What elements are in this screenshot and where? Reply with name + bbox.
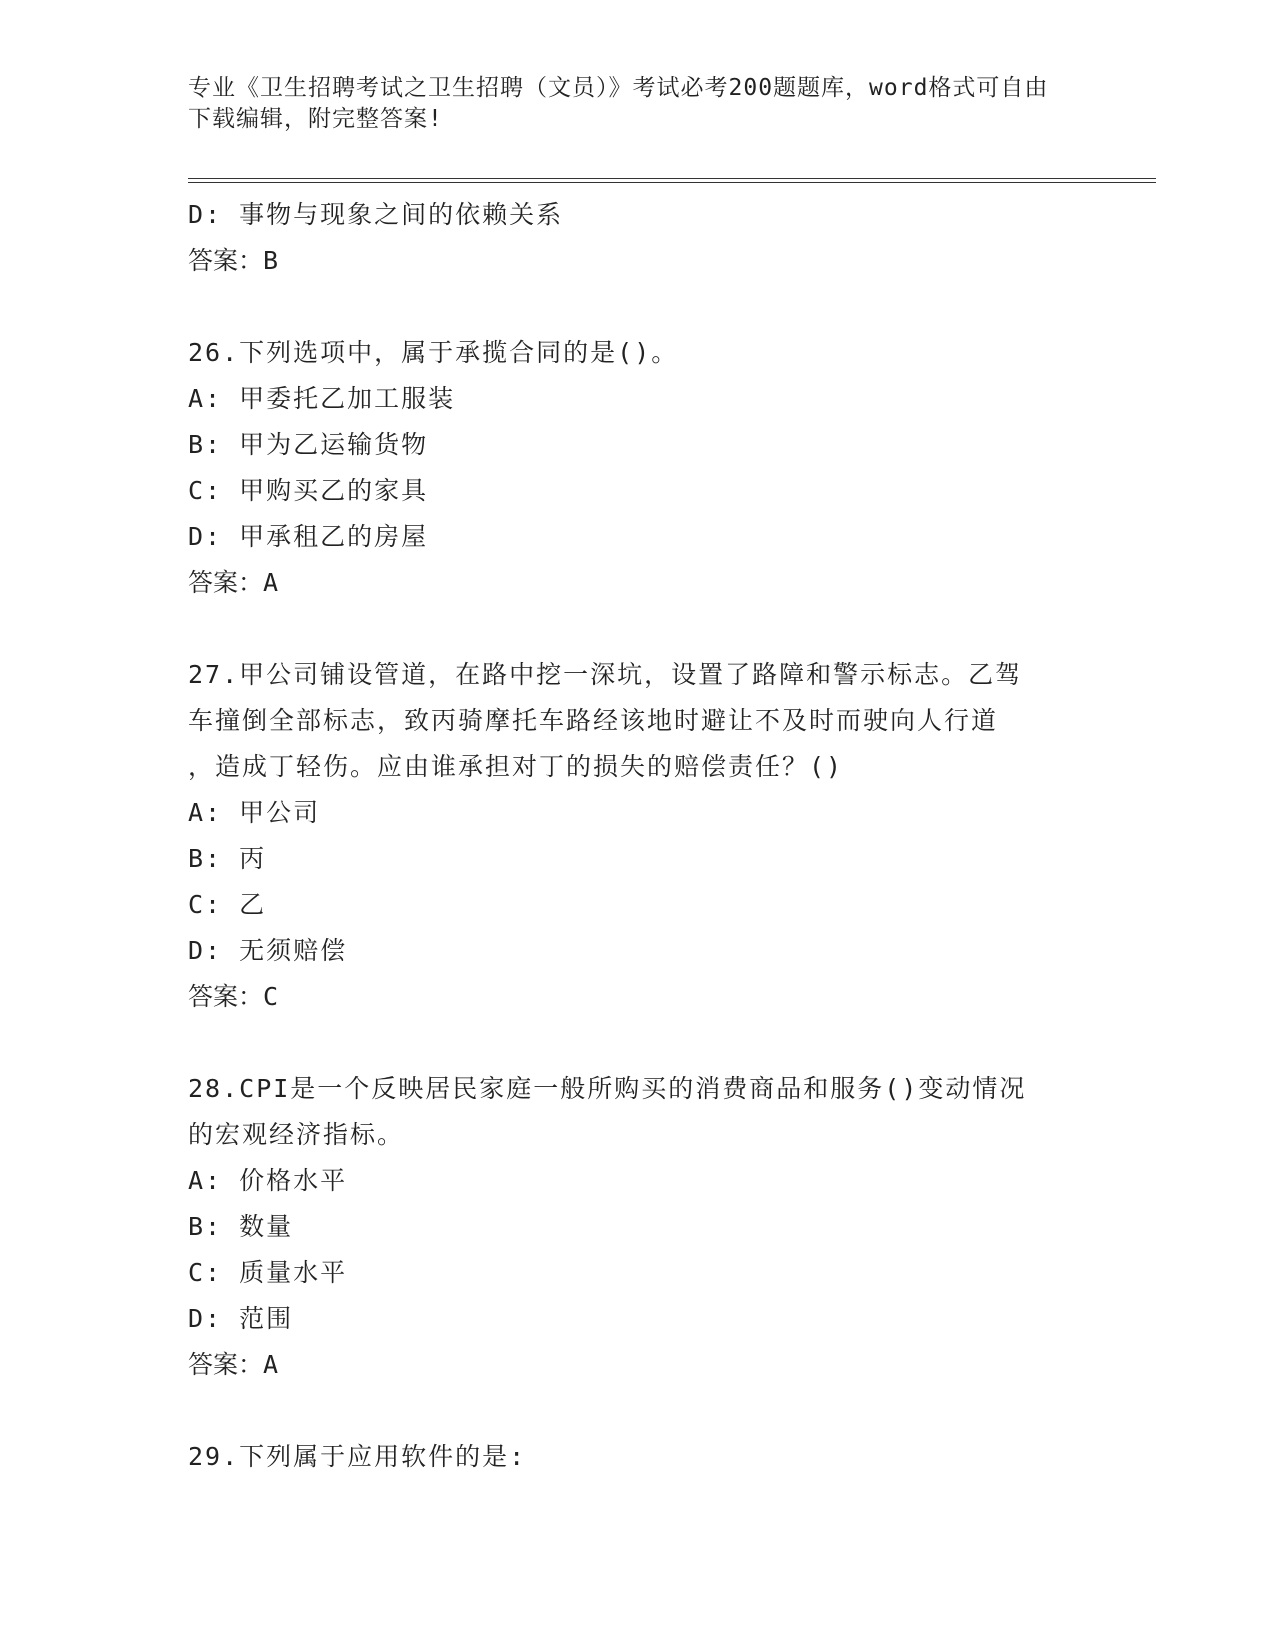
- question-27-text: ，造成丁轻伤。应由谁承担对丁的损失的赔偿责任？(): [188, 752, 844, 781]
- answer: 答案：A: [188, 1350, 279, 1379]
- question-28-text: 28.CPI是一个反映居民家庭一般所购买的消费商品和服务()变动情况: [188, 1074, 1027, 1103]
- option-d: D: 甲承租乙的房屋: [188, 522, 429, 551]
- spacer: [188, 284, 1088, 330]
- question-list: [188, 192, 1088, 1480]
- option-a: A: 甲公司: [188, 798, 321, 827]
- question-28-text: 的宏观经济指标。: [188, 1120, 405, 1149]
- option-b: B: 丙: [188, 844, 267, 873]
- option-d: D: 事物与现象之间的依赖关系: [188, 200, 564, 229]
- spacer: [188, 1020, 1088, 1066]
- option-c: C: 乙: [188, 890, 267, 919]
- option-b: B: 数量: [188, 1212, 294, 1241]
- question-27-text: 车撞倒全部标志，致丙骑摩托车路经该地时避让不及时而驶向人行道: [188, 706, 999, 735]
- option-d: D: 范围: [188, 1304, 294, 1333]
- spacer: [188, 606, 1088, 652]
- question-26-text: 26.下列选项中，属于承揽合同的是()。: [188, 338, 679, 367]
- page-header: 专业《卫生招聘考试之卫生招聘（文员）》考试必考200题题库，word格式可自由下载编辑，附完整答案!: [188, 75, 1049, 132]
- header-double-rule: [188, 178, 1156, 183]
- answer: 答案：C: [188, 982, 279, 1011]
- option-d: D: 无须赔偿: [188, 936, 348, 965]
- option-a: A: 价格水平: [188, 1166, 348, 1195]
- option-c: C: 甲购买乙的家具: [188, 476, 429, 505]
- answer: 答案：A: [188, 568, 279, 597]
- spacer: [188, 1388, 1088, 1434]
- option-a: A: 甲委托乙加工服装: [188, 384, 456, 413]
- option-c: C: 质量水平: [188, 1258, 348, 1287]
- option-b: B: 甲为乙运输货物: [188, 430, 429, 459]
- answer: 答案：B: [188, 246, 279, 275]
- question-29-text: 29.下列属于应用软件的是:: [188, 1442, 527, 1471]
- question-27-text: 27.甲公司铺设管道，在路中挖一深坑，设置了路障和警示标志。乙驾: [188, 660, 1023, 689]
